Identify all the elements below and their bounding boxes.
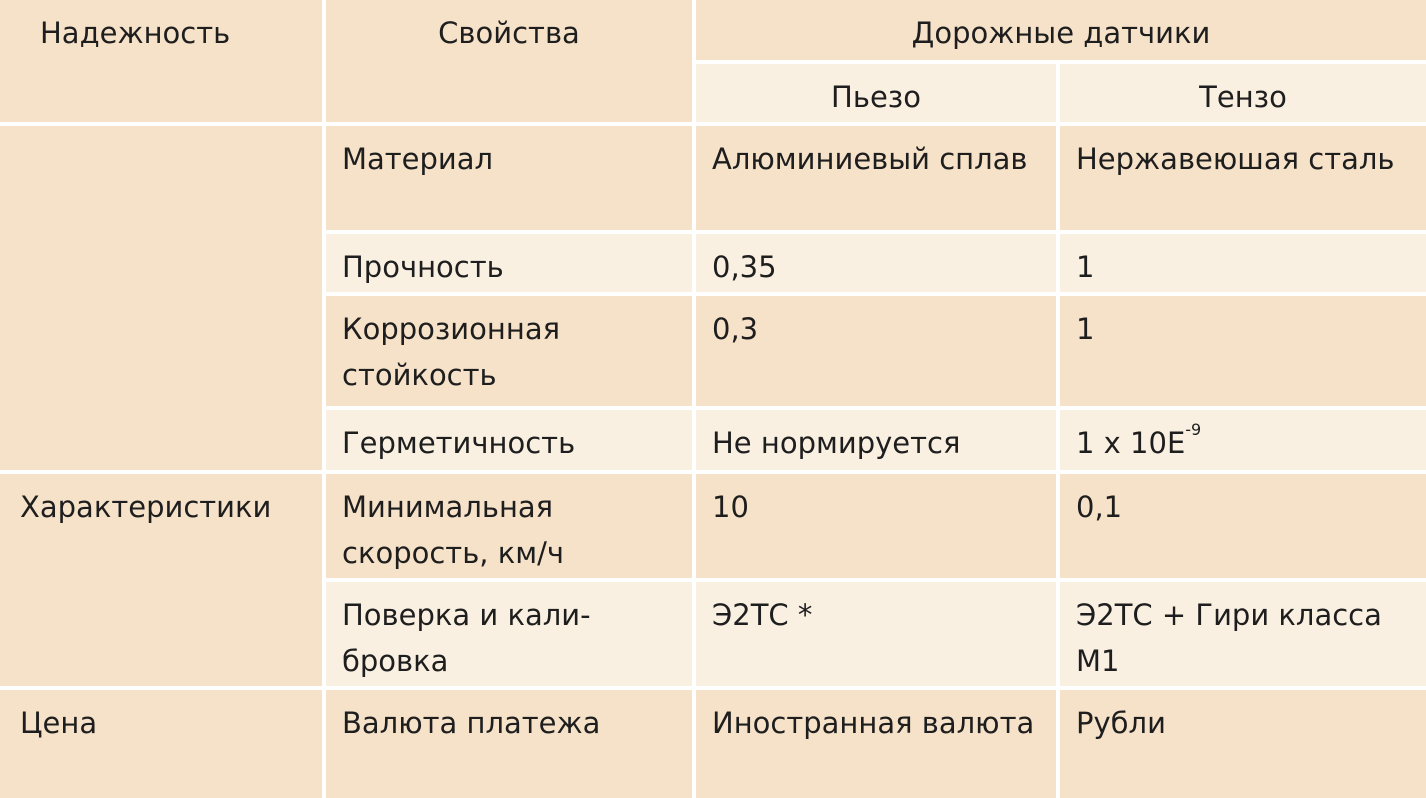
tenzo-cell: 0,1 (1060, 474, 1426, 578)
header-properties: Свойства (326, 0, 692, 122)
tenzo-cell: Э2ТС + Гири класса М1 (1060, 582, 1426, 686)
property-cell: Герметичность (326, 410, 692, 470)
tenzo-cell: 1 (1060, 296, 1426, 406)
group-reliability (0, 126, 322, 470)
piezo-cell: Э2ТС * (696, 582, 1056, 686)
tenzo-cell: 1 (1060, 234, 1426, 292)
tenzo-cell: Рубли (1060, 690, 1426, 798)
header-tenzo: Тензо (1060, 64, 1426, 122)
group-characteristics: Характеристики (0, 474, 322, 686)
piezo-cell: Иностранная валюта (696, 690, 1056, 798)
tenzo-value: 1 x 10E (1076, 426, 1186, 460)
group-price: Цена (0, 690, 322, 798)
piezo-cell: 0,3 (696, 296, 1056, 406)
piezo-cell: 0,35 (696, 234, 1056, 292)
property-cell: Материал (326, 126, 692, 230)
property-cell: Поверка и кали-бровка (326, 582, 692, 686)
exponent: -9 (1185, 420, 1202, 439)
piezo-cell: Не нормируется (696, 410, 1056, 470)
piezo-cell: 10 (696, 474, 1056, 578)
header-reliability: Надежность (0, 0, 322, 122)
tenzo-cell: Нержавеюшая сталь (1060, 126, 1426, 230)
piezo-cell: Алюминиевый сплав (696, 126, 1056, 230)
property-cell: Валюта платежа (326, 690, 692, 798)
property-cell: Прочность (326, 234, 692, 292)
property-cell: Коррозионная стойкость (326, 296, 692, 406)
header-piezo: Пьезо (696, 64, 1056, 122)
property-cell: Минимальная скорость, км/ч (326, 474, 692, 578)
header-sensors: Дорожные датчики (696, 0, 1426, 60)
tenzo-cell (1060, 410, 1426, 470)
